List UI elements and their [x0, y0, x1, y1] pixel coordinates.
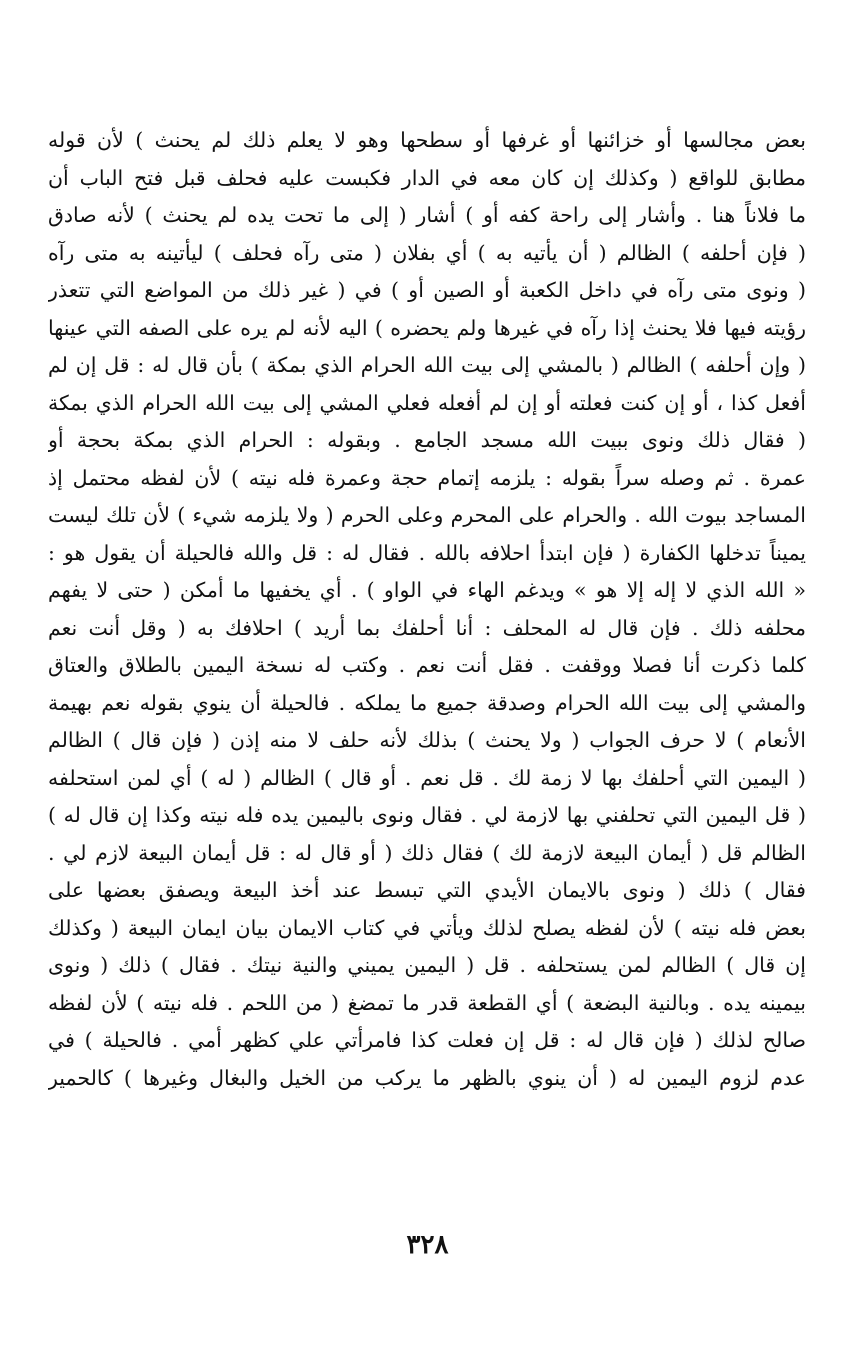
- text-line: كلما ذكرت أنا فصلا ووقفت . فقل أنت نعم . وكتب له نسخة اليمين بالطلاق والعتاق: [48, 653, 806, 677]
- text-line: يميناً تدخلها الكفارة ( فإن ابتدأ احلافه بالله . فقال له : قل والله فالحيلة أن يقول هو :: [48, 540, 806, 565]
- text-line: رؤيته فيها فلا يحنث إذا رآه في غيرها ولم يحضره ) اليه لأنه لم يره على الصفه التي عينها: [48, 315, 806, 340]
- text-line: محلفه ذلك . فإن قال له المحلف : أنا أحلفك بما أريد ) احلافك به ( وقل أنت نعم: [48, 615, 806, 640]
- text-line: ( وإن أحلفه ) الظالم ( بالمشي إلى بيت الله الحرام الذي بمكة ) بأن قال له : قل إن لم: [48, 353, 806, 377]
- body-text: [48, 122, 806, 1097]
- text-line: ما فلاناً هنا . وأشار إلى راحة كفه أو ) أشار ( إلى ما تحت يده لم يحنث ) لأنه صادق: [48, 203, 806, 227]
- text-line: الظالم قل ( أيمان البيعة لازمة لك ) فقال ذلك ( أو قال له : قل أيمان البيعة لازم لي .: [48, 840, 806, 865]
- text-line: بعض مجالسها أو خزائنها أو غرفها أو سطحها وهو لا يعلم ذلك لم يحنث ) لأن قوله: [48, 128, 806, 152]
- text-line: ( قل اليمين التي تحلفني بها لازمة لي . فقال ونوى باليمين يده فله نيته وكذا إن قال له ): [48, 803, 806, 827]
- text-line: ( اليمين التي أحلفك بها لا زمة لك . قل نعم . أو قال ) الظالم ( له ) أي لمن استحلفه: [48, 765, 806, 790]
- text-line: عمرة . ثم وصله سراً بقوله : يلزمه إتمام حجة وعمرة فله نيته ) لأن لفظه محتمل إذ: [48, 465, 806, 490]
- text-line: « الله الذي لا إله إلا هو » ويدغم الهاء في الواو ) . أي يخفيها ما أمكن ( حتى لا يفهم: [48, 578, 806, 602]
- text-line: والمشي إلى بيت الله الحرام وصدقة جميع ما يملكه . فالحيلة أن ينوي بقوله نعم بهيمة: [48, 690, 806, 715]
- text-line: الأنعام ) لا حرف الجواب ( ولا يحنث ) بذلك لأنه حلف لا منه إذن ( فإن قال ) الظالم: [48, 728, 806, 752]
- text-line: ( ونوى متى رآه في داخل الكعبة أو الصين أو ) في ( غير ذلك من المواضع التي تتعذر: [48, 278, 806, 302]
- text-line: صالح لذلك ( فإن قال له : قل إن فعلت كذا فامرأتي علي كظهر أمي . فالحيلة ) في: [48, 1028, 806, 1052]
- text-line: ( فقال ذلك ونوى ببيت الله مسجد الجامع . وبقوله : الحرام الذي بمكة بحجة أو: [48, 428, 806, 452]
- text-line: المساجد بيوت الله . والحرام على المحرم وعلى الحرم ( ولا يلزمه شيء ) لأن تلك ليست: [48, 503, 806, 527]
- text-line: فقال ) ذلك ( ونوى بالايمان الأيدي التي تبسط عند أخذ البيعة ويصفق بعضها على: [48, 878, 806, 902]
- text-line: بعض فله نيته ) لأن لفظه يصلح لذلك ويأتي في كتاب الايمان بيان ايمان البيعة ( وكذلك: [48, 915, 806, 940]
- text-line: إن قال ) الظالم لمن يستحلفه . قل ( اليمين يميني والنية نيتك . فقال ) ذلك ( ونوى: [48, 953, 806, 977]
- text-line: أفعل كذا ، أو إن كنت فعلته أو إن لم أفعله فعلي المشي إلى بيت الله الحرام الذي بمكة: [48, 390, 806, 415]
- text-line: ( فإن أحلفه ) الظالم ( أن يأتيه به ) أي بفلان ( متى رآه فحلف ) ليأتينه به متى رآه: [48, 240, 806, 265]
- text-line: بيمينه يده . وبالنية البضعة ) أي القطعة قدر ما تمضغ ( من اللحم . فله نيته ) لأن لفظه: [48, 990, 806, 1015]
- text-line: مطابق للواقع ( وكذلك إن كان معه في الدار فكبست عليه فحلف قبل فتح الباب أن: [48, 165, 806, 190]
- text-line: عدم لزوم اليمين له ( أن ينوي بالظهر ما يركب من الخيل والبغال وغيرها ) كالحمير: [48, 1065, 806, 1090]
- page-number: ٣٢٨: [406, 1230, 449, 1260]
